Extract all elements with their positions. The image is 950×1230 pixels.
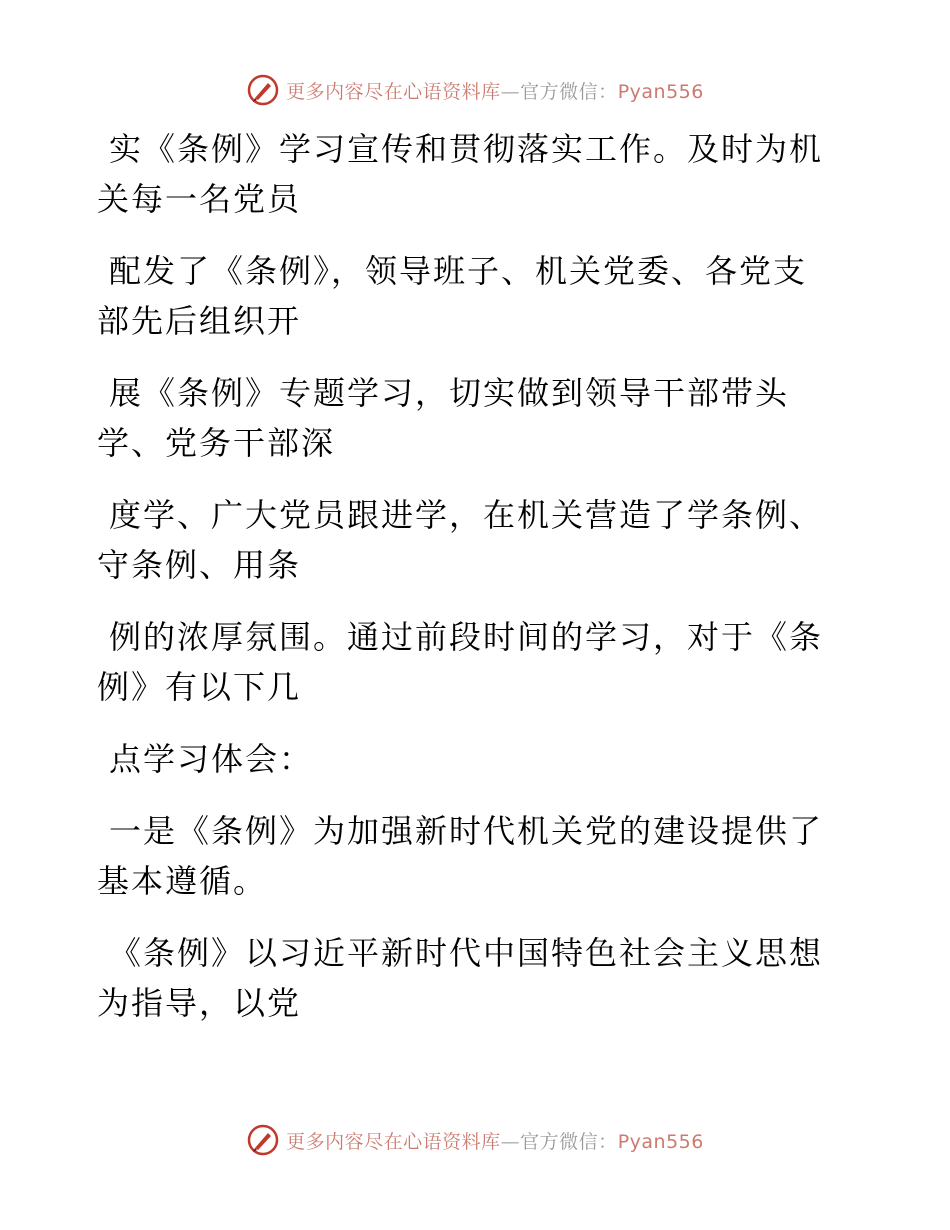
paragraph-line: 基本遵循。 [97,862,268,900]
watermark-dash: — [500,1130,521,1153]
paragraph-line: 守条例、用条 [97,546,302,584]
pen-logo-icon [246,73,280,107]
paragraph-line: 《条例》以习近平新时代中国特色社会主义思想 [109,934,824,972]
paragraph [97,490,837,590]
paragraph-line: 例》有以下几 [97,668,302,706]
watermark-wechat-id: Pyan556 [617,80,704,103]
paragraph-line: 度学、广大党员跟进学，在机关营造了学条例、 [109,496,824,534]
paragraph-line: 一是《条例》为加强新时代机关党的建设提供了 [109,812,824,850]
paragraph [97,928,837,1028]
paragraph-line: 展《条例》专题学习，切实做到领导干部带头 [109,374,790,412]
header-watermark [0,70,950,110]
paragraph-line: 关每一名党员 [97,180,302,218]
watermark-site-text: 更多内容尽在心语资料库 [286,80,501,103]
pen-logo-icon [246,1123,280,1157]
paragraph-line: 例的浓厚氛围。通过前段时间的学习，对于《条 [109,618,824,656]
watermark-text [286,1127,704,1154]
watermark-wechat-label: 官方微信： [520,80,618,103]
paragraph [97,734,837,784]
watermark-wechat-label: 官方微信： [520,1130,618,1153]
watermark-dash: — [500,80,521,103]
paragraph [97,368,837,468]
paragraph [97,612,837,712]
paragraph-line: 学、党务干部深 [97,424,336,462]
paragraph-line: 为指导，以党 [97,984,302,1022]
watermark-text [286,77,704,104]
paragraph [97,124,837,224]
footer-watermark [0,1120,950,1160]
watermark-wechat-id: Pyan556 [617,1130,704,1153]
paragraph-line: 部先后组织开 [97,302,302,340]
paragraph-line: 配发了《条例》，领导班子、机关党委、各党支 [109,252,808,290]
watermark-site-text: 更多内容尽在心语资料库 [286,1130,501,1153]
paragraph-line: 点学习体会： [109,740,314,778]
paragraph-line: 实《条例》学习宣传和贯彻落实工作。及时为机 [109,130,824,168]
paragraph [97,246,837,346]
paragraph [97,806,837,906]
document-body [97,124,837,1050]
